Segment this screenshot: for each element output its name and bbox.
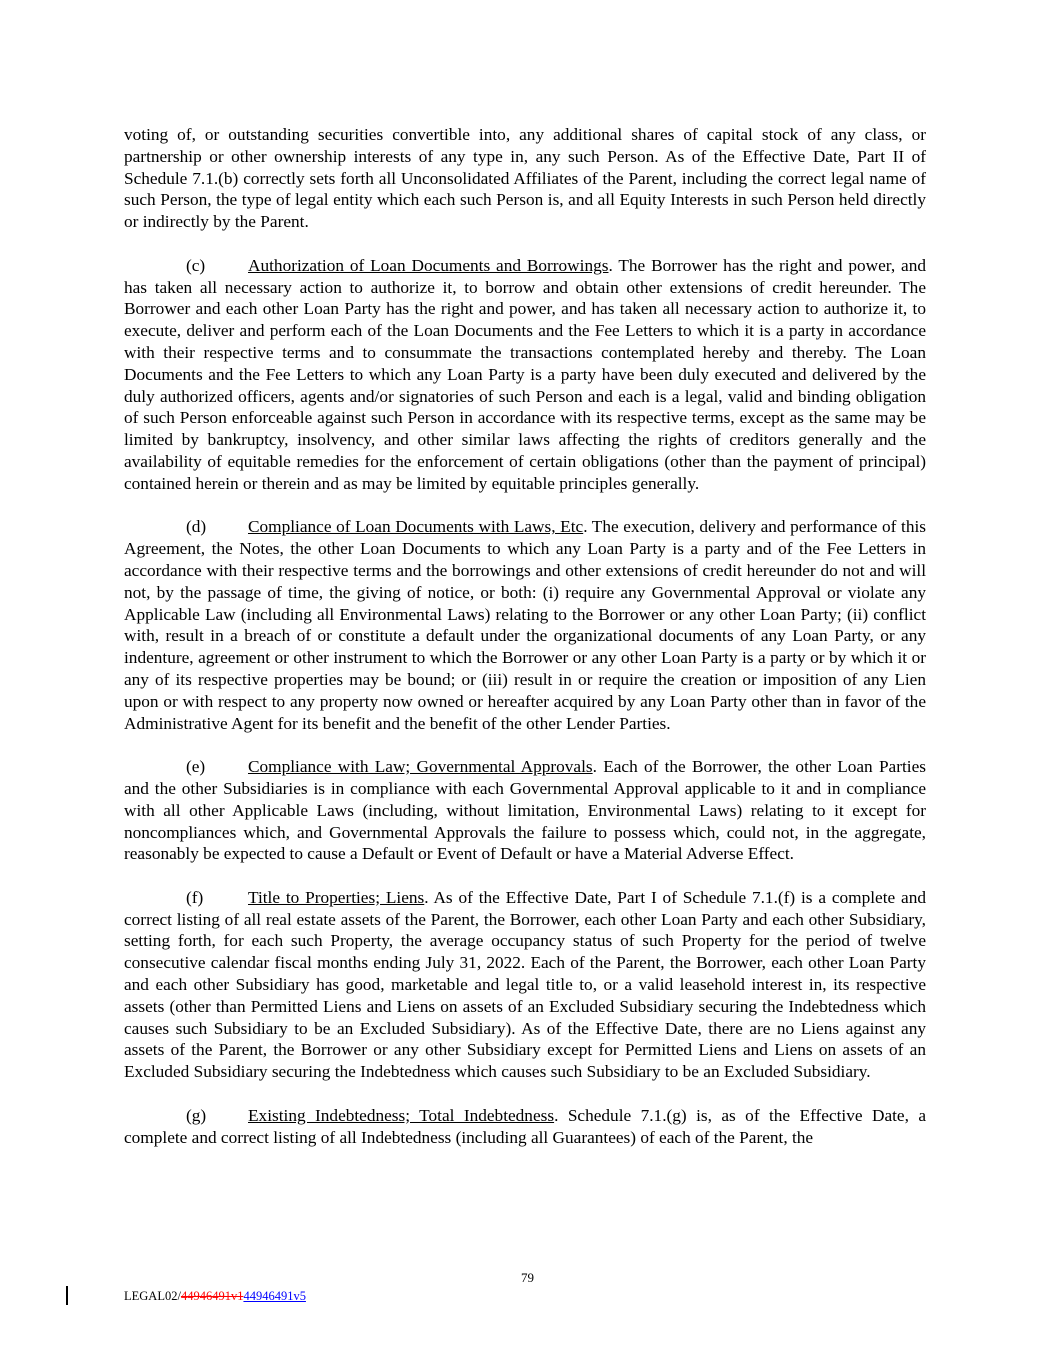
section-label: (c): [186, 255, 206, 275]
section-text: . The execution, delivery and performance of this Agreement, the Notes, the other Loan Documents to which any Loan Party is a party and of the Fee Letters in accordance with their respective terms and the borrowings and other extensions of credit hereunder do not and will not, by the passage of time, the giving of notice, or both: (i) require any Governmental Approval or violate any Applicable Law (including all Environmental Laws) relating to the Borrower or any other Loan Party; (ii) conflict with, result in a breach of or constitute a default under the organizational documents of any Loan Party, or any indenture, agreement or other instrument to which the Borrower or any other Loan Party is a party or by which it or any of its respective properties may be bound; or (iii) result in or require the creation or imposition of any Lien upon or with respect to any property now owned or hereafter acquired by any Loan Party other than in favor of the Administrative Agent for its benefit and the benefit of the other Lender Parties.: [124, 517, 926, 733]
section-heading: Compliance of Loan Documents with Laws, Etc: [248, 517, 584, 537]
section-label: (d): [186, 517, 207, 537]
doc-id-deleted: 44946491v1: [180, 1289, 244, 1303]
page-number: 79: [521, 1270, 534, 1285]
section-label: (g): [186, 1105, 207, 1125]
section-heading: Authorization of Loan Documents and Borrowings: [248, 255, 609, 275]
section-text: . The Borrower has the right and power, and has taken all necessary action to authorize it, to borrow and obtain other extensions of credit hereunder. The Borrower and each other Loan Party has the right and power, and has taken all necessary action to authorize it, to execute, deliver and perform each of the Loan Documents and the Fee Letters to which it is a party in accordance with their respective terms and to consummate the transactions contemplated hereby and thereby. The Loan Documents and the Fee Letters to which any Loan Party is a party have been duly executed and delivered by the duly authorized officers, agents and/or signatories of such Person and each is a legal, valid and binding obligation of such Person enforceable against such Person in accordance with its respective terms, except as the same may be limited by bankruptcy, insolvency, and other similar laws affecting the rights of creditors generally and the availability of equitable remedies for the enforcement of certain obligations (other than the payment of principal) contained herein or therein and as may be limited by equitable principles generally.: [124, 255, 926, 493]
section-g: [124, 1105, 926, 1149]
section-text: . Each of the Borrower, the other Loan Parties and the other Subsidiaries is in compliance with each Governmental Approval applicable to it and in compliance with all other Applicable Laws (including, without limitation, Environmental Laws) relating to it except for noncompliances which, and Governmental Approvals the failure to possess which, could not, in the aggregate, reasonably be expected to cause a Default or Event of Default or have a Material Adverse Effect.: [124, 757, 926, 864]
section-f: [124, 887, 926, 1083]
doc-id-prefix: LEGAL02/: [124, 1289, 181, 1303]
section-text: . Schedule 7.1.(g) is, as of the Effective Date, a complete and correct listing of all Indebtedness (including all Guarantees) of each of the Parent, the: [124, 1105, 926, 1147]
doc-id-inserted: 44946491v5: [243, 1289, 306, 1303]
paragraph-continuation: voting of, or outstanding securities convertible into, any additional shares of capital stock of any class, or partnership or other ownership interests of any type in, any such Person. As of the Effective Date, Part II of Schedule 7.1.(b) correctly sets forth all Unconsolidated Affiliates of the Parent, including the correct legal name of such Person, the type of legal entity which each such Person is, and all Equity Interests in such Person held directly or indirectly by the Parent.: [124, 125, 926, 232]
document-id: [124, 1289, 306, 1304]
section-label: (e): [186, 757, 206, 777]
section-c: [124, 255, 926, 495]
section-label: (f): [186, 887, 204, 907]
section-heading: Compliance with Law; Governmental Approvals: [248, 757, 593, 777]
section-e: [124, 756, 926, 865]
section-heading: Title to Properties; Liens: [248, 887, 425, 907]
revision-change-bar: [66, 1286, 68, 1305]
section-d: [124, 516, 926, 734]
section-text: . As of the Effective Date, Part I of Schedule 7.1.(f) is a complete and correct listing of all real estate assets of the Parent, the Borrower, each other Loan Party and each other Subsidiary, setting forth, for each such Property, the average occupancy status of such Property for the period of twelve consecutive calendar fiscal months ending July 31, 2022. Each of the Parent, the Borrower, each other Loan Party and each other Subsidiary has good, marketable and legal title to, or a valid leasehold interest in, its respective assets (other than Permitted Liens and Liens on assets of an Excluded Subsidiary securing the Indebtedness which causes such Subsidiary to be an Excluded Subsidiary). As of the Effective Date, there are no Liens against any assets of the Parent, the Borrower or any other Subsidiary except for Permitted Liens and Liens on assets of an Excluded Subsidiary securing the Indebtedness which causes such Subsidiary to be an Excluded Subsidiary.: [124, 887, 926, 1082]
page-body: [124, 124, 926, 1148]
section-heading: Existing Indebtedness; Total Indebtedness: [248, 1105, 555, 1125]
